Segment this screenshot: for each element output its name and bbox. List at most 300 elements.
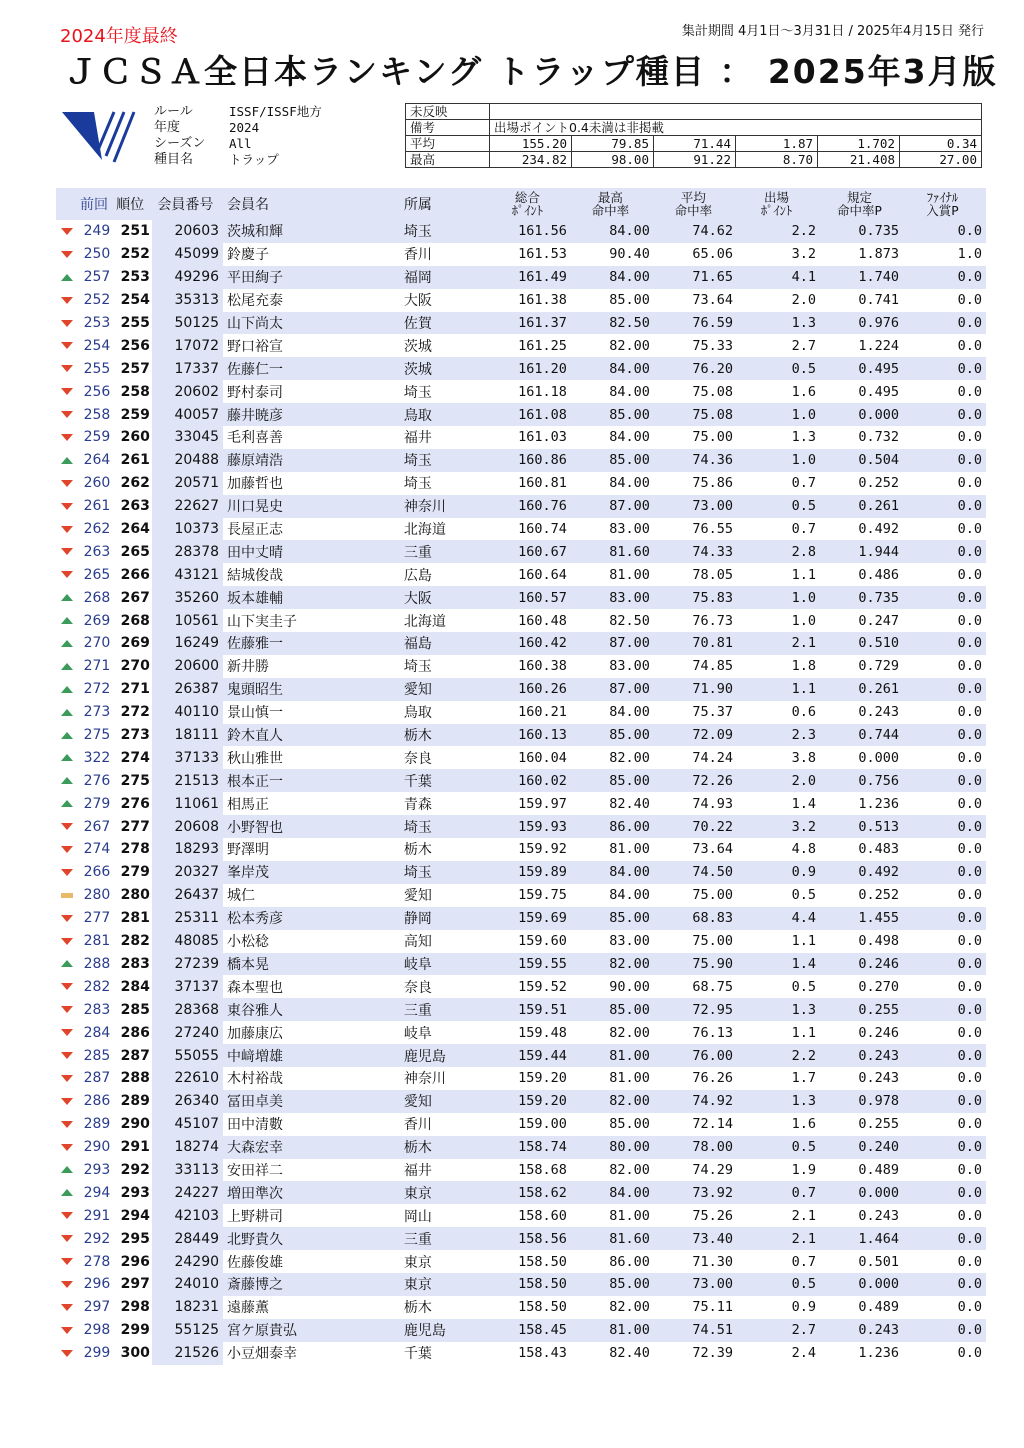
trend-down-icon (61, 1029, 73, 1036)
trend-cell (56, 1273, 78, 1296)
unreflected-value (490, 104, 982, 120)
final-points: 0.0 (957, 521, 983, 538)
total-points: 159.93 (488, 815, 571, 838)
member-id: 11061 (152, 792, 223, 815)
member-name: 上野耕司 (227, 1208, 284, 1225)
member-name: 鈴慶子 (227, 247, 270, 264)
unreflected-label: 未反映 (406, 104, 490, 120)
final-points: 0.0 (957, 1024, 983, 1041)
regulation-points: 0.501 (858, 1253, 900, 1270)
final-points: 0.0 (957, 292, 983, 309)
avg-hit-rate: 68.75 (692, 978, 733, 995)
total-points: 161.37 (488, 312, 571, 335)
prefecture: 高知 (403, 934, 432, 951)
table-row (56, 334, 986, 357)
rank: 288 (120, 1070, 150, 1087)
final-points: 0.0 (903, 357, 986, 380)
table-row (56, 655, 986, 678)
member-name: 安田祥二 (227, 1162, 284, 1179)
table-row (56, 1044, 986, 1067)
trend-cell (56, 380, 78, 403)
avg-hit-rate: 78.00 (654, 1136, 737, 1159)
meta-row (154, 152, 322, 168)
max-hit-rate: 85.00 (609, 292, 650, 309)
avg-hit-rate: 78.05 (692, 566, 733, 583)
trend-cell (56, 632, 78, 655)
max-hit-rate: 87.00 (571, 678, 654, 701)
regulation-points: 1.236 (858, 1345, 900, 1362)
max-hit-rate: 82.50 (571, 312, 654, 335)
table-row (56, 609, 986, 632)
trend-cell (56, 792, 78, 815)
rank: 272 (120, 704, 150, 721)
trend-down-icon (61, 1350, 73, 1357)
appearance-points: 0.6 (791, 704, 816, 721)
prev-rank: 272 (83, 681, 111, 698)
avg-hit-rate: 71.65 (654, 266, 737, 289)
final-points: 0.0 (957, 383, 983, 400)
max-hit-rate: 81.00 (609, 566, 650, 583)
avg-hit-rate: 76.59 (654, 312, 737, 335)
prefecture: 埼玉 (403, 384, 432, 401)
trend-down-icon (61, 228, 73, 235)
rank: 257 (120, 360, 150, 377)
appearance-points: 2.8 (737, 540, 820, 563)
member-id: 42103 (152, 1204, 223, 1227)
avg-value: 1.87 (736, 136, 818, 152)
member-id: 33045 (152, 426, 223, 449)
appearance-points: 2.2 (737, 220, 820, 243)
prev-rank: 288 (83, 955, 111, 972)
member-id: 18111 (152, 724, 223, 747)
member-name: 佐藤仁一 (223, 357, 400, 380)
trend-down-icon (61, 1212, 73, 1219)
max-hit-rate: 85.00 (571, 907, 654, 930)
max-hit-rate: 85.00 (571, 403, 654, 426)
note-text: 出場ポイント0.4未満は非掲載 (490, 120, 982, 136)
max-hit-rate: 82.00 (609, 337, 650, 354)
max-hit-rate: 85.00 (571, 769, 654, 792)
avg-hit-rate: 72.26 (654, 769, 737, 792)
max-hit-rate: 90.00 (609, 978, 650, 995)
prev-rank: 292 (83, 1230, 111, 1247)
member-name: 新井勝 (227, 659, 270, 676)
rank: 256 (120, 337, 150, 354)
trend-cell (56, 1113, 78, 1136)
final-points: 0.0 (903, 1319, 986, 1342)
rank: 281 (120, 910, 150, 927)
table-row (56, 495, 986, 518)
avg-hit-rate: 71.90 (654, 678, 737, 701)
regulation-points: 0.261 (820, 678, 903, 701)
rank: 277 (120, 818, 150, 835)
member-id: 35313 (152, 289, 223, 312)
prev-rank: 257 (83, 269, 111, 286)
final-points: 0.0 (903, 678, 986, 701)
final-points: 0.0 (903, 815, 986, 838)
max-hit-rate: 84.00 (609, 887, 650, 904)
member-id: 28449 (152, 1227, 223, 1250)
total-points: 159.52 (518, 978, 567, 995)
member-id: 25311 (152, 907, 223, 930)
member-name: 中﨑増雄 (223, 1044, 400, 1067)
total-points: 158.43 (518, 1345, 567, 1362)
member-id: 45099 (152, 243, 223, 266)
trend-up-icon (61, 709, 73, 716)
member-id: 17072 (152, 334, 223, 357)
max-hit-rate: 90.40 (609, 246, 650, 263)
avg-hit-rate: 73.64 (692, 841, 733, 858)
max-hit-rate: 86.00 (571, 815, 654, 838)
prefecture: 広島 (403, 567, 432, 584)
member-name: 遠藤薫 (227, 1300, 270, 1317)
max-hit-rate: 85.00 (571, 1273, 654, 1296)
max-hit-rate: 82.00 (609, 1299, 650, 1316)
total-points: 158.62 (488, 1181, 571, 1204)
prev-rank: 276 (83, 772, 111, 789)
appearance-points: 1.0 (737, 586, 820, 609)
prev-rank: 271 (83, 658, 111, 675)
trend-cell (56, 1044, 78, 1067)
max-hit-rate: 82.40 (609, 795, 650, 812)
meta-key: ルール (154, 104, 193, 119)
avg-hit-rate: 71.30 (692, 1253, 733, 1270)
trend-down-icon (61, 938, 73, 945)
appearance-points: 0.5 (737, 1136, 820, 1159)
regulation-points: 0.243 (858, 1070, 900, 1087)
member-name: 佐藤俊雄 (227, 1254, 284, 1271)
avg-hit-rate: 74.93 (692, 795, 733, 812)
total-points: 159.48 (518, 1024, 567, 1041)
trend-cell (56, 243, 78, 266)
table-row (56, 1227, 986, 1250)
prev-rank: 287 (83, 1070, 111, 1087)
total-points: 158.68 (518, 1161, 567, 1178)
avg-hit-rate: 72.95 (654, 998, 737, 1021)
rank: 294 (120, 1207, 150, 1224)
meta-value: ISSF/ISSF地方 (229, 104, 322, 119)
meta-key: シーズン (154, 136, 206, 151)
member-name: 藤井暁彦 (223, 403, 400, 426)
regulation-points: 0.735 (820, 586, 903, 609)
member-name: 冨田卓美 (223, 1090, 400, 1113)
regulation-points: 0.000 (820, 403, 903, 426)
regulation-points: 0.489 (858, 1161, 900, 1178)
trend-cell (56, 1250, 78, 1273)
trend-cell (56, 1227, 78, 1250)
prefecture: 三重 (400, 998, 488, 1021)
rank: 264 (120, 521, 150, 538)
regulation-points: 0.489 (858, 1299, 900, 1316)
header-appear: 出場 ﾎﾟｲﾝﾄ (760, 190, 793, 218)
meta-value: トラップ (229, 152, 279, 167)
final-points: 0.0 (957, 978, 983, 995)
trend-cell (56, 518, 78, 541)
table-row (56, 472, 986, 495)
total-points: 159.20 (518, 1070, 567, 1087)
avg-hit-rate: 75.11 (692, 1299, 733, 1316)
rank: 262 (120, 475, 150, 492)
trend-cell (56, 998, 78, 1021)
trend-cell (56, 769, 78, 792)
avg-hit-rate: 76.20 (654, 357, 737, 380)
member-name: 秋山雅世 (227, 750, 284, 767)
appearance-points: 0.7 (791, 475, 816, 492)
final-points: 0.0 (957, 429, 983, 446)
prefecture: 鹿児島 (400, 1044, 488, 1067)
trend-up-icon (61, 640, 73, 647)
avg-hit-rate: 70.22 (654, 815, 737, 838)
trend-up-icon (61, 777, 73, 784)
meta-key: 年度 (154, 120, 181, 135)
prev-rank: 273 (83, 704, 111, 721)
trend-cell (56, 655, 78, 678)
table-row (56, 724, 986, 747)
table-row (56, 289, 986, 312)
appearance-points: 1.3 (737, 998, 820, 1021)
table-row (56, 1296, 986, 1319)
member-id: 37133 (152, 746, 223, 769)
table-row (56, 380, 986, 403)
table-row (56, 975, 986, 998)
avg-hit-rate: 74.51 (654, 1319, 737, 1342)
rank: 285 (120, 1001, 150, 1018)
prefecture: 鳥取 (403, 705, 432, 722)
member-name: 景山慎一 (227, 705, 284, 722)
regulation-points: 0.000 (858, 749, 900, 766)
member-id: 22610 (152, 1067, 223, 1090)
max-hit-rate: 82.00 (571, 1090, 654, 1113)
member-id: 43121 (152, 563, 223, 586)
member-name: 山下尚太 (223, 312, 400, 335)
table-row (56, 792, 986, 815)
appearance-points: 0.9 (791, 1299, 816, 1316)
total-points: 160.26 (488, 678, 571, 701)
avg-hit-rate: 72.09 (654, 724, 737, 747)
prefecture: 埼玉 (403, 659, 432, 676)
trend-down-icon (61, 548, 73, 555)
member-name: 藤原靖浩 (223, 449, 400, 472)
total-points: 160.38 (518, 658, 567, 675)
max-hit-rate: 85.00 (609, 1116, 650, 1133)
rank: 290 (120, 1116, 150, 1133)
member-id: 50125 (152, 312, 223, 335)
trend-cell (56, 746, 78, 769)
prev-rank: 284 (83, 1024, 111, 1041)
appearance-points: 4.1 (737, 266, 820, 289)
trend-cell (56, 861, 78, 884)
table-row (56, 1342, 986, 1365)
prefecture: 栃木 (403, 842, 432, 859)
max-hit-rate: 82.00 (609, 749, 650, 766)
prefecture: 千葉 (400, 769, 488, 792)
prev-rank: 293 (83, 1161, 111, 1178)
header-pref: 所属 (403, 197, 432, 213)
prev-rank: 252 (83, 292, 111, 309)
member-name: 鈴木直人 (223, 724, 400, 747)
appearance-points: 1.3 (737, 1090, 820, 1113)
total-points: 160.76 (488, 495, 571, 518)
trend-cell (56, 815, 78, 838)
final-points: 0.0 (957, 749, 983, 766)
total-points: 160.64 (518, 566, 567, 583)
prev-rank: 264 (83, 452, 111, 469)
table-row (56, 861, 986, 884)
appearance-points: 0.5 (737, 357, 820, 380)
trend-down-icon (61, 1258, 73, 1265)
prefecture: 福島 (400, 632, 488, 655)
total-points: 161.18 (518, 383, 567, 400)
regulation-points: 0.243 (820, 1044, 903, 1067)
regulation-points: 0.978 (820, 1090, 903, 1113)
max-hit-rate: 80.00 (571, 1136, 654, 1159)
max-hit-rate: 82.00 (609, 1161, 650, 1178)
regulation-points: 1.224 (858, 337, 900, 354)
rank: 275 (120, 772, 150, 789)
rank: 280 (120, 887, 150, 904)
appearance-points: 2.0 (791, 292, 816, 309)
total-points: 160.86 (488, 449, 571, 472)
table-row (56, 1113, 986, 1136)
regulation-points: 0.261 (820, 495, 903, 518)
rank: 284 (120, 978, 150, 995)
avg-hit-rate: 65.06 (692, 246, 733, 263)
final-points: 0.0 (903, 1090, 986, 1113)
total-points: 160.67 (488, 540, 571, 563)
prev-rank: 270 (83, 635, 111, 652)
prefecture: 千葉 (403, 1346, 432, 1363)
member-name: 加藤哲也 (227, 476, 284, 493)
table-row (56, 838, 986, 861)
final-points: 0.0 (903, 312, 986, 335)
trend-down-icon (61, 526, 73, 533)
avg-hit-rate: 75.37 (692, 704, 733, 721)
member-name: 城仁 (227, 888, 256, 905)
member-id: 10561 (152, 609, 223, 632)
prev-rank: 279 (83, 795, 111, 812)
member-name: 加藤康広 (227, 1025, 284, 1042)
prev-rank: 278 (83, 1253, 111, 1270)
table-row (56, 449, 986, 472)
prefecture: 鹿児島 (400, 1319, 488, 1342)
trend-down-icon (61, 388, 73, 395)
member-id: 21513 (152, 769, 223, 792)
member-name: 松尾充泰 (227, 293, 284, 310)
member-id: 10373 (152, 518, 223, 541)
avg-hit-rate: 74.33 (654, 540, 737, 563)
appearance-points: 1.3 (791, 429, 816, 446)
rank: 271 (120, 681, 150, 698)
table-row (56, 1090, 986, 1113)
appearance-points: 0.7 (737, 1181, 820, 1204)
prev-rank: 259 (83, 429, 111, 446)
final-points: 0.0 (903, 953, 986, 976)
table-row (56, 220, 986, 243)
table-row (56, 998, 986, 1021)
member-id: 27240 (152, 1021, 223, 1044)
header-final: ﾌｧｲﾅﾙ 入賞P (926, 190, 959, 218)
appearance-points: 2.7 (791, 337, 816, 354)
member-name: 山下実圭子 (227, 613, 298, 630)
prev-rank: 266 (83, 864, 111, 881)
header-reg: 規定 命中率P (836, 190, 883, 218)
total-points: 159.89 (488, 861, 571, 884)
header-name: 会員名 (227, 197, 270, 213)
table-row (56, 746, 986, 769)
prefecture: 奈良 (403, 979, 432, 996)
appearance-points: 0.7 (791, 1253, 816, 1270)
trend-up-icon (61, 800, 73, 807)
max-value: 27.00 (900, 152, 982, 168)
regulation-points: 0.486 (858, 566, 900, 583)
avg-value: 0.34 (900, 136, 982, 152)
appearance-points: 1.9 (791, 1161, 816, 1178)
prefecture: 福井 (403, 430, 432, 447)
trend-down-icon (61, 365, 73, 372)
prefecture: 埼玉 (400, 815, 488, 838)
member-id: 27239 (152, 953, 223, 976)
final-points: 0.0 (903, 586, 986, 609)
trend-cell (56, 1342, 78, 1365)
regulation-points: 1.455 (820, 907, 903, 930)
rank: 261 (120, 452, 150, 469)
header-id: 会員番号 (157, 197, 214, 213)
member-id: 40057 (152, 403, 223, 426)
prefecture: 東京 (400, 1273, 488, 1296)
regulation-points: 0.000 (820, 1273, 903, 1296)
total-points: 161.20 (488, 357, 571, 380)
prev-rank: 274 (83, 841, 111, 858)
trend-down-icon (61, 869, 73, 876)
member-name: 松本秀彦 (223, 907, 400, 930)
avg-hit-rate: 74.62 (654, 220, 737, 243)
regulation-points: 0.498 (858, 933, 900, 950)
total-points: 160.48 (518, 612, 567, 629)
prefecture: 鳥取 (400, 403, 488, 426)
max-value: 21.408 (818, 152, 900, 168)
rank: 255 (120, 315, 150, 331)
trend-down-icon (61, 1052, 73, 1059)
table-row (56, 1273, 986, 1296)
member-name: 坂本雄輔 (223, 586, 400, 609)
appearance-points: 2.4 (791, 1345, 816, 1362)
total-points: 158.56 (488, 1227, 571, 1250)
trend-same-icon (61, 893, 73, 898)
total-points: 159.51 (488, 998, 571, 1021)
avg-hit-rate: 75.00 (692, 429, 733, 446)
header-avg: 平均 命中率 (674, 190, 713, 218)
member-id: 24010 (152, 1273, 223, 1296)
avg-hit-rate: 75.86 (692, 475, 733, 492)
avg-hit-rate: 74.24 (692, 749, 733, 766)
regulation-points: 1.944 (820, 540, 903, 563)
total-points: 159.00 (518, 1116, 567, 1133)
trend-cell (56, 975, 78, 998)
max-hit-rate: 84.00 (609, 475, 650, 492)
prev-rank: 322 (83, 749, 111, 766)
prev-rank: 296 (83, 1276, 111, 1293)
prefecture: 青森 (403, 796, 432, 813)
rank: 270 (120, 658, 150, 675)
prev-rank: 289 (83, 1116, 111, 1133)
trend-up-icon (61, 1189, 73, 1196)
regulation-points: 0.504 (820, 449, 903, 472)
avg-hit-rate: 76.73 (692, 612, 733, 629)
trend-cell (56, 1090, 78, 1113)
rank: 278 (120, 841, 150, 858)
table-row (56, 1181, 986, 1204)
member-id: 20603 (152, 220, 223, 243)
